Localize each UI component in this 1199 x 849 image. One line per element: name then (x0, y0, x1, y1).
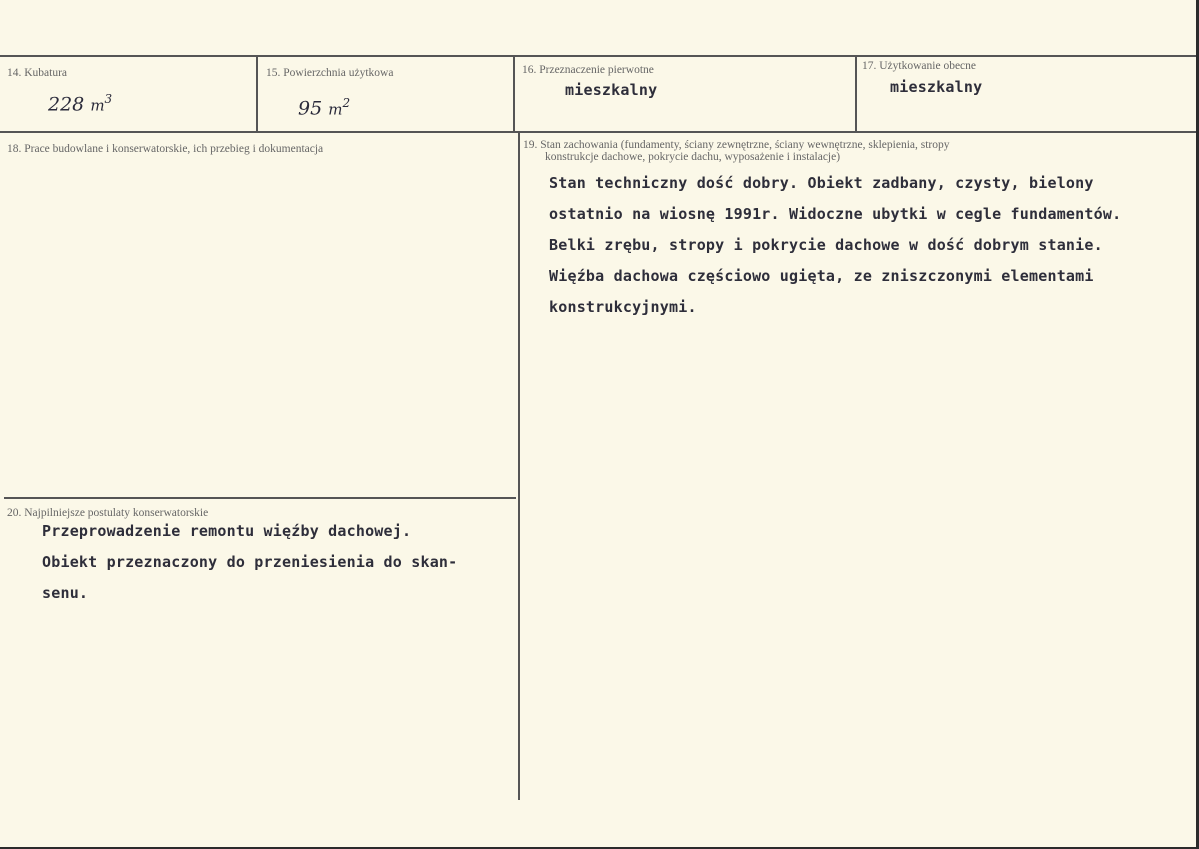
field-20-label: 20. Najpilniejsze postulaty konserwatorskie (7, 507, 209, 519)
field-20-text (42, 516, 457, 609)
field-20-line: Przeprowadzenie remontu więźby dachowej. (42, 522, 412, 540)
row1-divider-2 (513, 56, 515, 132)
field-15-value (298, 96, 350, 119)
field-19-line: Stan techniczny dość dobry. Obiekt zadbany, czysty, bielony (549, 174, 1094, 192)
area-exponent: 2 (342, 96, 351, 110)
field-19-text (549, 168, 1121, 323)
field-17-label: 17. Użytkowanie obecne (862, 60, 977, 72)
area-unit: m (328, 100, 343, 119)
kubatura-unit: m (90, 96, 105, 115)
field-14-value (48, 92, 112, 115)
row1-bottom-rule (0, 131, 1196, 133)
main-divider (518, 132, 520, 800)
field-19-line: Więźba dachowa częściowo ugięta, ze zniszczonymi elementami (549, 267, 1094, 285)
row1-divider-3 (855, 56, 857, 132)
field-18-label: 18. Prace budowlane i konserwatorskie, ich przebieg i dokumentacja (7, 143, 324, 155)
field-14-label: 14. Kubatura (7, 67, 68, 79)
field-19-line: Belki zrębu, stropy i pokrycie dachowe w dość dobrym stanie. (549, 236, 1103, 254)
field-16-value: mieszkalny (565, 81, 658, 99)
kubatura-exponent: 3 (104, 92, 113, 106)
top-rule (0, 55, 1196, 57)
field-19-line: konstrukcyjnymi. (549, 298, 697, 316)
kubatura-number: 228 (48, 93, 85, 116)
field-20-line: senu. (42, 584, 89, 602)
field-19-label-line1: 19. Stan zachowania (fundamenty, ściany zewnętrzne, ściany wewnętrzne, sklepienia, stropy (523, 139, 950, 151)
field-19-line: ostatnio na wiosnę 1991r. Widoczne ubytki w cegle fundamentów. (549, 205, 1122, 223)
field-20-line: Obiekt przeznaczony do przeniesienia do skan- (42, 553, 458, 571)
field20-top-rule (4, 497, 516, 499)
area-number: 95 (298, 97, 323, 120)
field-19-label-line2: konstrukcje dachowe, pokrycie dachu, wyposażenie i instalacje) (545, 151, 841, 163)
field-15-label: 15. Powierzchnia użytkowa (266, 67, 394, 79)
field-17-value: mieszkalny (890, 78, 983, 96)
row1-divider-1 (256, 56, 258, 132)
field-16-label: 16. Przeznaczenie pierwotne (522, 64, 654, 76)
